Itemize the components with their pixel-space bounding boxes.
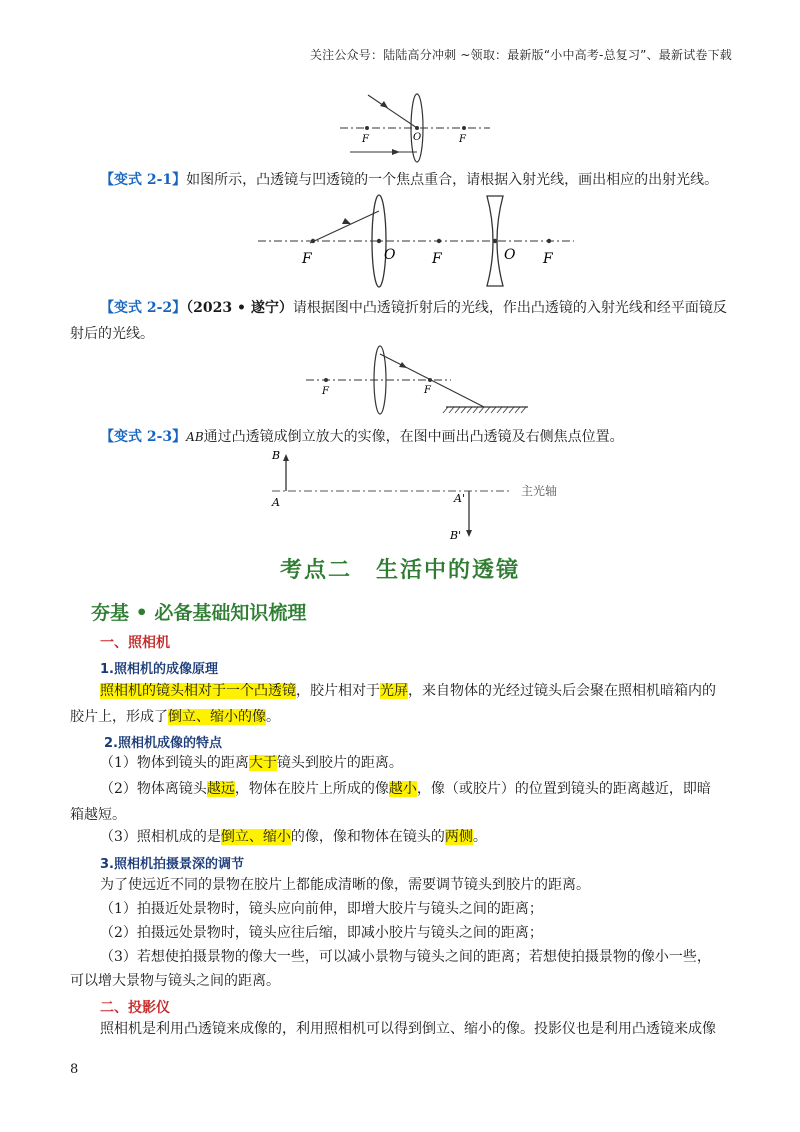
page-header: 关注公众号：陆陆高分冲刺 ~领取：最新版“小中高考-总复习”、最新试卷下载	[309, 48, 732, 62]
highlight-greater: 大于	[248, 755, 277, 771]
text-span: （1）物体到镜头的距离	[100, 755, 249, 771]
label-b-prime: B'	[450, 529, 462, 542]
variant-2-2-question-line2: 射后的光线。	[70, 326, 154, 342]
camera-adjust-heading: 3.照相机拍摄景深的调节	[100, 857, 244, 872]
highlight-smaller: 越小	[388, 781, 417, 797]
label-f1: F	[302, 251, 312, 267]
highlight-lens: 照相机的镜头相对于一个凸透镜	[100, 683, 296, 699]
camera-heading: 一、照相机	[100, 635, 170, 651]
variant-2-2-source: （2023 • 遂宁）	[186, 300, 293, 316]
label-o: O	[413, 132, 422, 143]
text-span: 镜头到胶片的距离。	[276, 755, 403, 771]
label-f-right: F	[459, 134, 466, 145]
variant-2-1-question: 如图所示，凸透镜与凹透镜的一个焦点重合，请根据入射光线，画出相应的出射光线。	[186, 172, 719, 188]
label-b: B	[272, 449, 281, 462]
variant-2-3-tag: 【变式 2-3】	[100, 429, 187, 445]
text-span: ，物体在胶片上所成的像	[234, 781, 389, 797]
camera-feature-2-line2: 箱越短。	[70, 807, 126, 823]
section-subtitle: 夯基 • 必备基础知识梳理	[91, 602, 307, 624]
label-f-left: F	[362, 134, 369, 145]
text-span: ，来自物体的光经过镜头后会聚在照相机暗箱内的	[408, 683, 716, 699]
variant-2-2-tag: 【变式 2-2】	[100, 300, 187, 316]
projector-heading: 二、投影仪	[100, 1000, 170, 1016]
label-f-left: F	[322, 386, 329, 397]
camera-principle-paragraph-line2	[70, 704, 280, 730]
camera-principle-paragraph	[100, 678, 730, 704]
label-f3: F	[543, 251, 553, 267]
variant-2-2-question-line1: 请根据图中凸透镜折射后的光线，作出凸透镜的入射光线和经平面镜反	[292, 300, 727, 316]
text-span: 。	[266, 709, 280, 725]
label-f2: F	[432, 251, 442, 267]
variant-2-3-question: 通过凸透镜成倒立放大的实像，在图中画出凸透镜及右侧焦点位置。	[203, 429, 624, 445]
camera-adjust-item-1: （1）拍摄近处景物时，镜头应向前伸，即增大胶片与镜头之间的距离；	[100, 901, 543, 917]
text-span: （3）照相机成的是	[100, 829, 221, 845]
text-span: （2）物体离镜头	[100, 781, 207, 797]
diagram-lens-mirror	[306, 344, 536, 419]
diagram-real-image	[268, 446, 568, 546]
label-main-axis: 主光轴	[521, 484, 558, 498]
diagram-convex-lens-1	[340, 92, 500, 167]
label-o2: O	[504, 247, 516, 263]
variant-2-1-tag: 【变式 2-1】	[100, 172, 187, 188]
text-span: 。	[472, 829, 487, 845]
section-title: 考点二 生活中的透镜	[279, 558, 520, 583]
camera-adjust-intro: 为了使远近不同的景物在胶片上都能成清晰的像，需要调节镜头到胶片的距离。	[100, 877, 590, 893]
variant-2-1-text	[100, 167, 730, 193]
text-span: 胶片上，形成了	[70, 709, 168, 725]
camera-adjust-item-3-line2: 可以增大景物与镜头之间的距离。	[70, 973, 280, 989]
text-span: ，胶片相对于	[296, 683, 380, 699]
camera-features-heading: 2.照相机成像的特点	[104, 736, 222, 751]
camera-feature-3	[100, 824, 730, 850]
highlight-farther: 越远	[206, 781, 235, 797]
label-a: A	[272, 496, 280, 509]
page-number: 8	[70, 1062, 79, 1077]
camera-adjust-item-3: （3）若想使拍摄景物的像大一些，可以减小景物与镜头之间的距离；若想使拍摄景物的像小一些，	[100, 949, 711, 965]
camera-principle-heading: 1.照相机的成像原理	[100, 662, 218, 677]
highlight-inverted-reduced-2: 倒立、缩小	[220, 829, 291, 845]
highlight-screen: 光屏	[380, 683, 408, 699]
diagram-convex-concave-lens	[258, 193, 578, 288]
label-f-right: F	[424, 385, 431, 396]
label-o1: O	[384, 247, 396, 263]
label-a-prime: A'	[454, 492, 465, 505]
text-span: ，像（或胶片）的位置到镜头的距离越近，即暗	[416, 781, 711, 797]
camera-adjust-item-2: （2）拍摄远处景物时，镜头应往后缩，即减小胶片与镜头之间的距离；	[100, 925, 543, 941]
variant-2-2-text	[100, 295, 730, 321]
variant-2-3-ab: AB	[186, 430, 204, 444]
highlight-inverted-reduced: 倒立、缩小的像	[168, 709, 266, 725]
camera-feature-2	[100, 776, 730, 802]
highlight-both-sides: 两侧	[444, 829, 473, 845]
projector-paragraph: 照相机是利用凸透镜来成像的，利用照相机可以得到倒立、缩小的像。投影仪也是利用凸透镜来成像	[100, 1021, 716, 1037]
camera-feature-1	[100, 750, 730, 776]
text-span: 的像，像和物体在镜头的	[290, 829, 445, 845]
